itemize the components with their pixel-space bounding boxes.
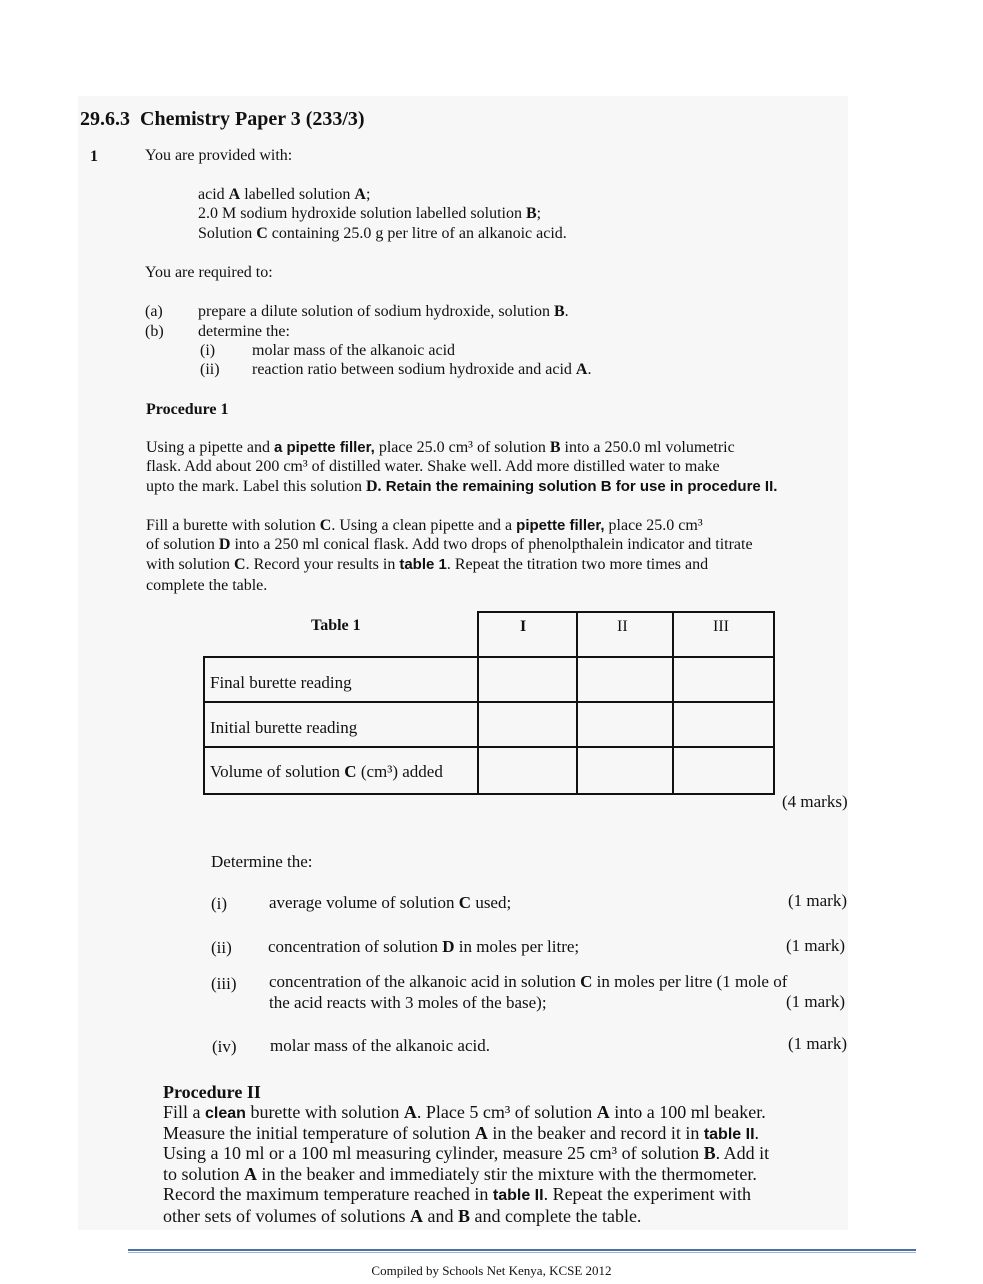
determine-item-label: (iv) (212, 1037, 237, 1056)
table-1-data-cell (477, 701, 578, 748)
determine-item-label: (iii) (211, 974, 237, 993)
procedure-2-line: Using a 10 ml or a 100 ml measuring cylinder, measure 25 cm³ of solution B. Add it (163, 1143, 770, 1163)
table-1-data-cell (672, 656, 775, 703)
table-1-row-label: Volume of solution C (cm³) added (210, 762, 443, 781)
task-a-text: prepare a dilute solution of sodium hydroxide, solution B. (198, 303, 569, 320)
task-a-label: (a) (145, 303, 163, 320)
task-b-text: determine the: (198, 323, 290, 340)
table-1-row-label: Initial burette reading (210, 718, 358, 737)
table-1-data-cell (576, 701, 674, 748)
determine-item-marks: (1 mark) (788, 1034, 848, 1053)
determine-item-text-line2: the acid reacts with 3 moles of the base); (269, 993, 547, 1012)
table-1-column-header: III (713, 618, 729, 635)
task-bii-text: reaction ratio between sodium hydroxide and acid A. (252, 361, 592, 378)
determine-item-label: (ii) (211, 938, 232, 957)
section-title: Chemistry Paper 3 (233/3) (140, 108, 365, 130)
procedure-1-title: Procedure 1 (146, 401, 229, 418)
procedure-1-line: Using a pipette and a pipette filler, place 25.0 cm³ of solution B into a 250.0 ml volumetric (146, 439, 735, 456)
determine-item-text: concentration of the alkanoic acid in solution C in moles per litre (1 mole of (269, 972, 788, 991)
provided-item: 2.0 M sodium hydroxide solution labelled solution B; (198, 205, 542, 222)
table-1-data-cell (576, 746, 674, 795)
provided-item: Solution C containing 25.0 g per litre of an alkanoic acid. (198, 225, 567, 242)
determine-item-marks: (1 mark) (788, 891, 848, 910)
table-1-data-cell (477, 746, 578, 795)
procedure-1-line: of solution D into a 250 ml conical flask. Add two drops of phenolpthalein indicator and titrate (146, 536, 753, 553)
determine-item-label: (i) (211, 894, 228, 913)
determine-item-marks: (1 mark) (786, 992, 846, 1011)
procedure-2-line: Record the maximum temperature reached in table II. Repeat the experiment with (163, 1184, 751, 1204)
footer-compiled: Compiled by Schools Net Kenya, KCSE 2012 (371, 1263, 612, 1278)
section-heading (80, 108, 365, 131)
determine-item-text: molar mass of the alkanoic acid. (270, 1036, 490, 1055)
table-1-data-cell (576, 656, 674, 703)
procedure-2-line: to solution A in the beaker and immediately stir the mixture with the thermometer. (163, 1164, 757, 1184)
determine-item-text: average volume of solution C used; (269, 893, 512, 912)
table-1-header-cell (477, 611, 578, 658)
task-bi-label: (i) (200, 342, 216, 359)
procedure-1-line: Fill a burette with solution C. Using a clean pipette and a pipette filler, place 25.0 cm³ (146, 517, 703, 534)
procedure-1-line: with solution C. Record your results in table 1. Repeat the titration two more times and (146, 556, 709, 573)
table-1-column-header: I (520, 618, 527, 635)
procedure-1-line: flask. Add about 200 cm³ of distilled water. Shake well. Add more distilled water to make (146, 458, 720, 475)
table-1-data-cell (477, 656, 578, 703)
procedure-2-line: Measure the initial temperature of solution A in the beaker and record it in table II. (163, 1123, 760, 1143)
footer-rule (128, 1249, 916, 1251)
procedure-1-line: upto the mark. Label this solution D. Retain the remaining solution B for use in procedure II. (146, 478, 778, 495)
determine-item-marks: (1 mark) (786, 936, 846, 955)
table-1-row-label: Final burette reading (210, 673, 352, 692)
table-1-data-cell (672, 746, 775, 795)
procedure-2-line: Fill a clean burette with solution A. Place 5 cm³ of solution A into a 100 ml beaker. (163, 1102, 766, 1122)
table-1-caption: Table 1 (311, 617, 361, 634)
question-number: 1 (90, 148, 98, 165)
procedure-2-title: Procedure II (163, 1082, 261, 1102)
determine-intro: Determine the: (211, 852, 313, 871)
procedure-2-line: other sets of volumes of solutions A and B and complete the table. (163, 1206, 642, 1226)
provided-item: acid A labelled solution A; (198, 186, 371, 203)
determine-item-text: concentration of solution D in moles per litre; (268, 937, 580, 956)
table-1-data-cell (672, 701, 775, 748)
provided-intro: You are provided with: (145, 147, 293, 164)
task-b-label: (b) (145, 323, 164, 340)
footer-rule-thin (128, 1252, 916, 1253)
task-bii-label: (ii) (200, 361, 220, 378)
required-intro: You are required to: (145, 264, 273, 281)
section-number: 29.6.3 (80, 108, 130, 130)
task-bi-text: molar mass of the alkanoic acid (252, 342, 456, 359)
table-1-column-header: II (617, 618, 628, 635)
table-1-marks: (4 marks) (782, 792, 848, 811)
procedure-1-line: complete the table. (146, 577, 268, 594)
